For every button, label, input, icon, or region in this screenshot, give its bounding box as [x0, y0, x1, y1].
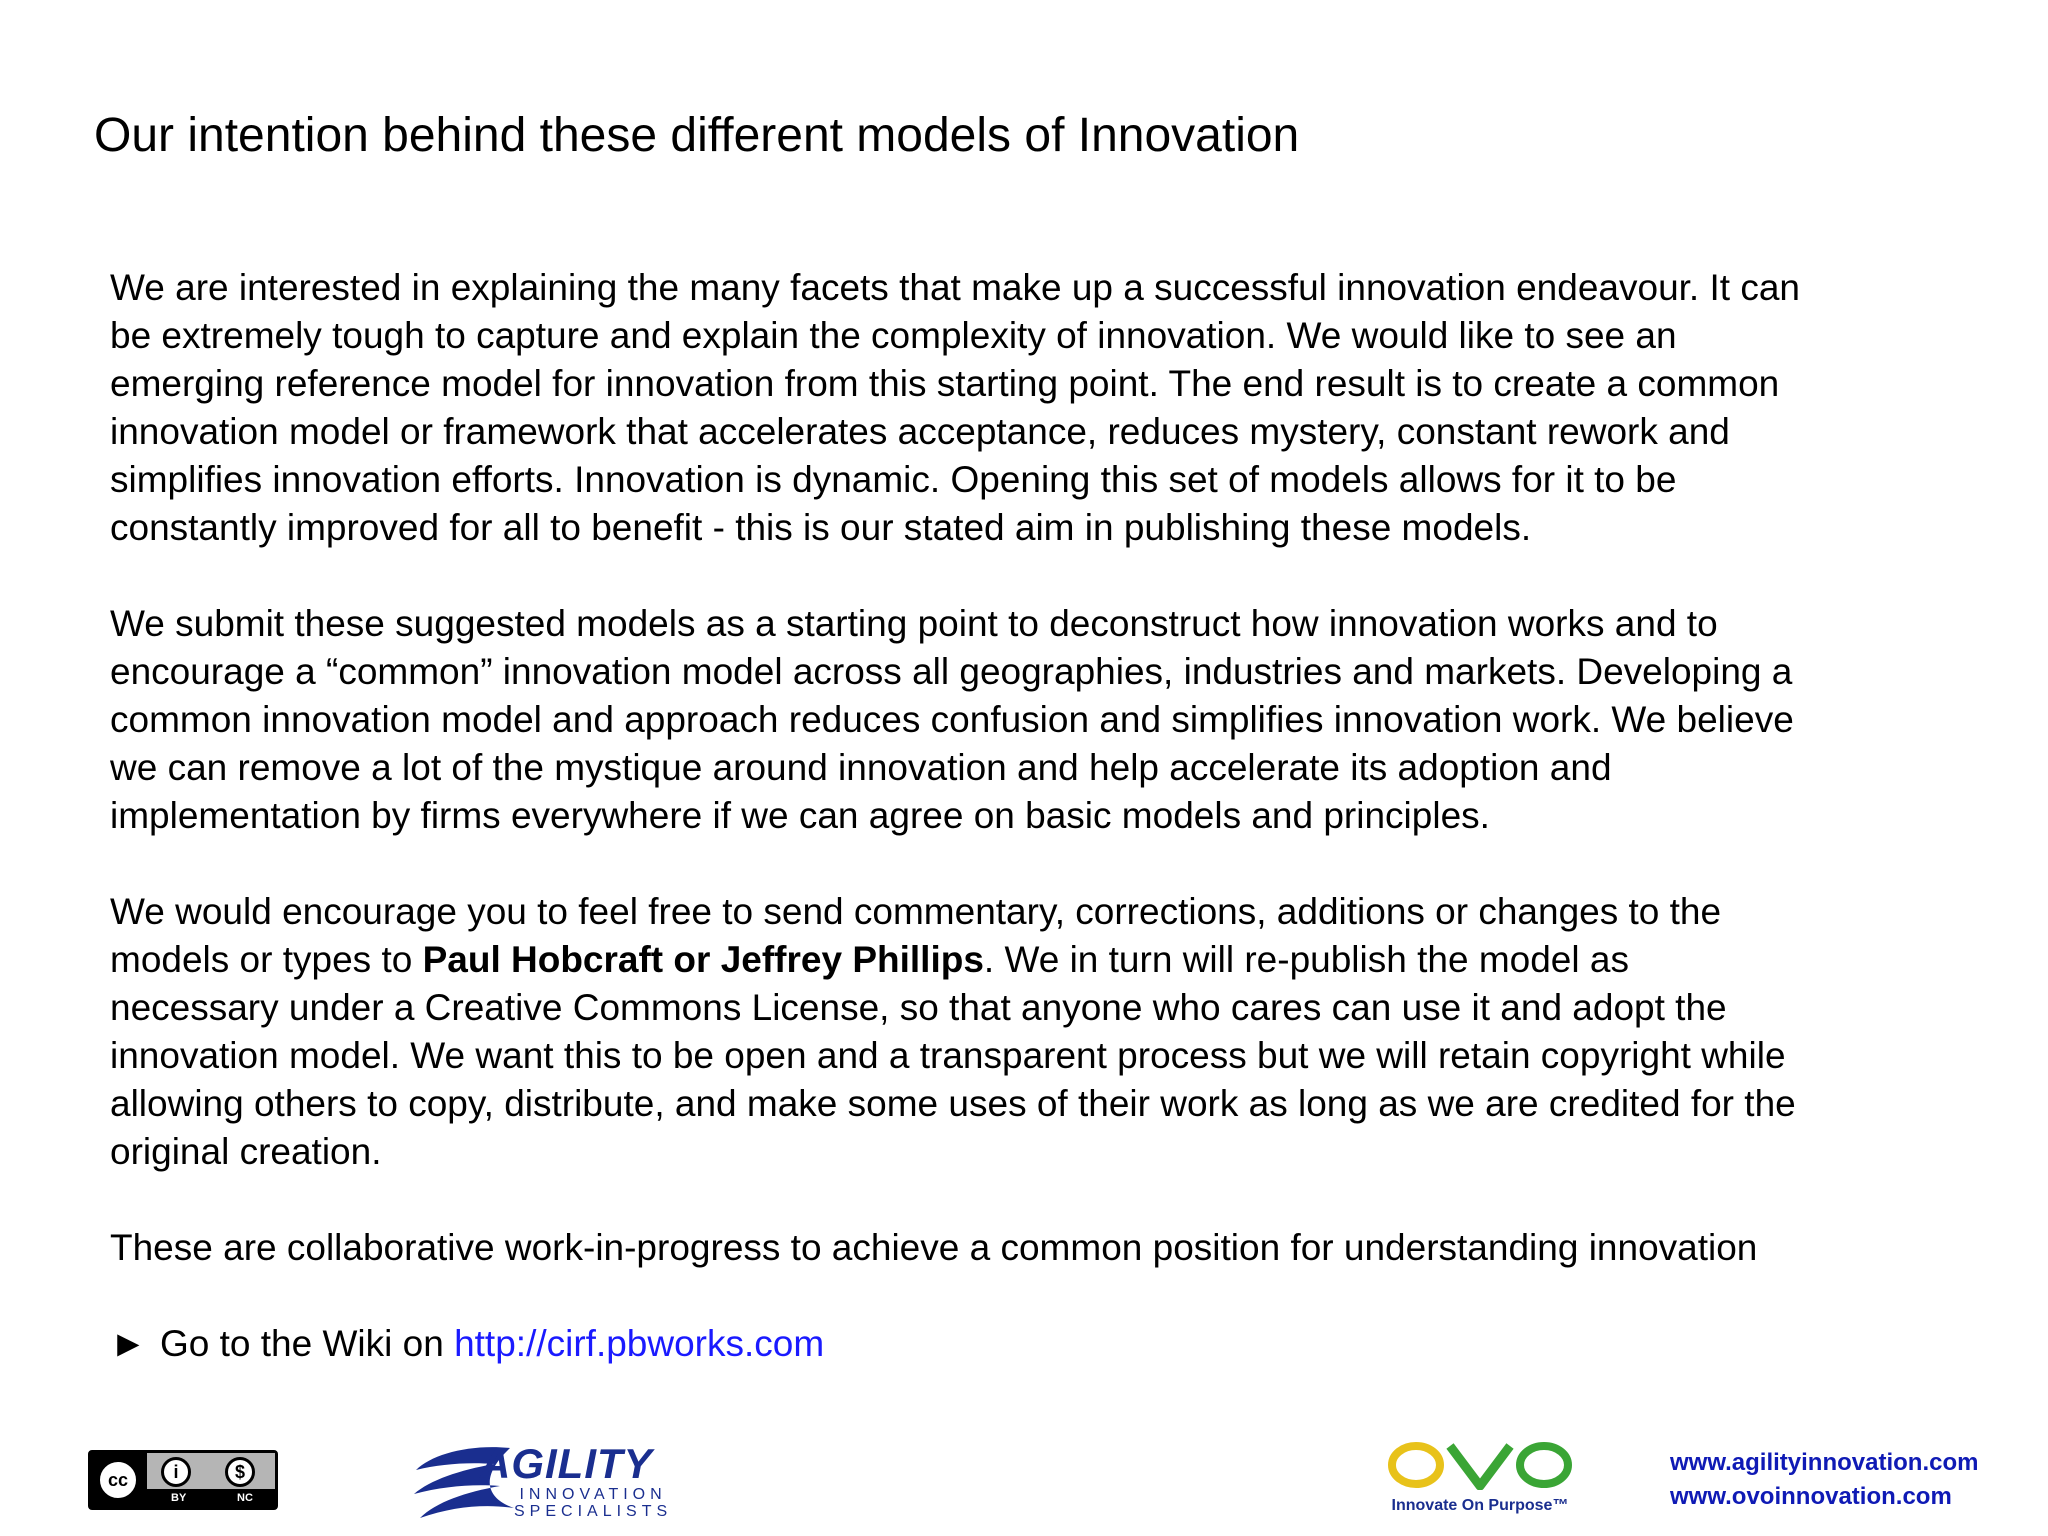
text-line: encourage a “common” innovation model across all geographies, industries and markets. Developing a [110, 651, 1793, 692]
text-line: innovation model. We want this to be open and a transparent process but we will retain copyright while [110, 1035, 1786, 1076]
paragraph-1 [110, 264, 2010, 552]
text-segment: . We in turn will re-publish the model as [983, 939, 1629, 980]
agility-wordmark: AGILITY [480, 1440, 653, 1487]
cc-mark-panel [91, 1453, 147, 1507]
agility-subtitle [514, 1486, 672, 1520]
cc-by-label: BY [171, 1492, 187, 1504]
cc-icon[interactable] [88, 1450, 278, 1510]
text-line: We submit these suggested models as a starting point to deconstruct how innovation works and to [110, 603, 1718, 644]
agility-sub-line-1: INNOVATION [519, 1486, 667, 1503]
text-segment: models or types to [110, 939, 423, 980]
paragraph-2 [110, 600, 2010, 840]
text-line: We would encourage you to feel free to send commentary, corrections, additions or changes to the [110, 891, 1722, 932]
agility-sub-line-2: SPECIALISTS [514, 1503, 673, 1520]
body-text [110, 264, 2010, 1368]
slide-title: Our intention behind these different models of Innovation [94, 109, 1300, 162]
agility-logo [410, 1440, 673, 1530]
ovo-wordmark-icon [1388, 1440, 1572, 1490]
text-line: common innovation model and approach reduces confusion and simplifies innovation work. We believe [110, 699, 1794, 740]
text-line: emerging reference model for innovation from this starting point. The end result is to create a common [110, 363, 1780, 404]
text-line: necessary under a Creative Commons License, so that anyone who cares can use it and adopt the [110, 987, 1727, 1028]
paragraph-4 [110, 1224, 2010, 1272]
text-line: constantly improved for all to benefit - this is our stated aim in publishing these models. [110, 507, 1532, 548]
cc-label-strip [147, 1489, 275, 1507]
wiki-line [110, 1320, 2010, 1368]
ovo-url-link[interactable]: www.ovoinnovation.com [1670, 1483, 1952, 1510]
text-line: simplifies innovation efforts. Innovation is dynamic. Opening this set of models allows for it to be [110, 459, 1677, 500]
ovo-tagline: Innovate On Purpose™ [1391, 1497, 1569, 1514]
noncommercial-icon: $ [225, 1457, 255, 1487]
cc-nc-label: NC [237, 1492, 253, 1504]
wiki-link[interactable]: http://cirf.pbworks.com [454, 1323, 825, 1364]
agility-url-link[interactable]: www.agilityinnovation.com [1670, 1449, 1979, 1476]
ovo-logo [1360, 1440, 1600, 1530]
attribution-icon: i [161, 1457, 191, 1487]
text-line: be extremely tough to capture and explain the complexity of innovation. We would like to see an [110, 315, 1677, 356]
text-line: These are collaborative work-in-progress to achieve a common position for understanding innovation [110, 1227, 1758, 1268]
footer [0, 1380, 2048, 1536]
text-line: innovation model or framework that accelerates acceptance, reduces mystery, constant rework and [110, 411, 1730, 452]
text-line [110, 936, 2010, 984]
text-line: we can remove a lot of the mystique around innovation and help accelerate its adoption and [110, 747, 1612, 788]
footer-urls [1670, 1446, 1978, 1514]
text-line: We are interested in explaining the many facets that make up a successful innovation endeavour. It can [110, 267, 1800, 308]
text-line: implementation by firms everywhere if we can agree on basic models and principles. [110, 795, 1490, 836]
wiki-label: Go to the Wiki on [160, 1323, 455, 1364]
paragraph-3 [110, 888, 2010, 1176]
play-arrow-icon: ► [110, 1323, 147, 1364]
text-line: original creation. [110, 1131, 382, 1172]
text-line: allowing others to copy, distribute, and make some uses of their work as long as we are credited for the [110, 1083, 1796, 1124]
author-names: Paul Hobcraft or Jeffrey Phillips [422, 939, 984, 980]
cc-mark: cc [97, 1459, 139, 1501]
